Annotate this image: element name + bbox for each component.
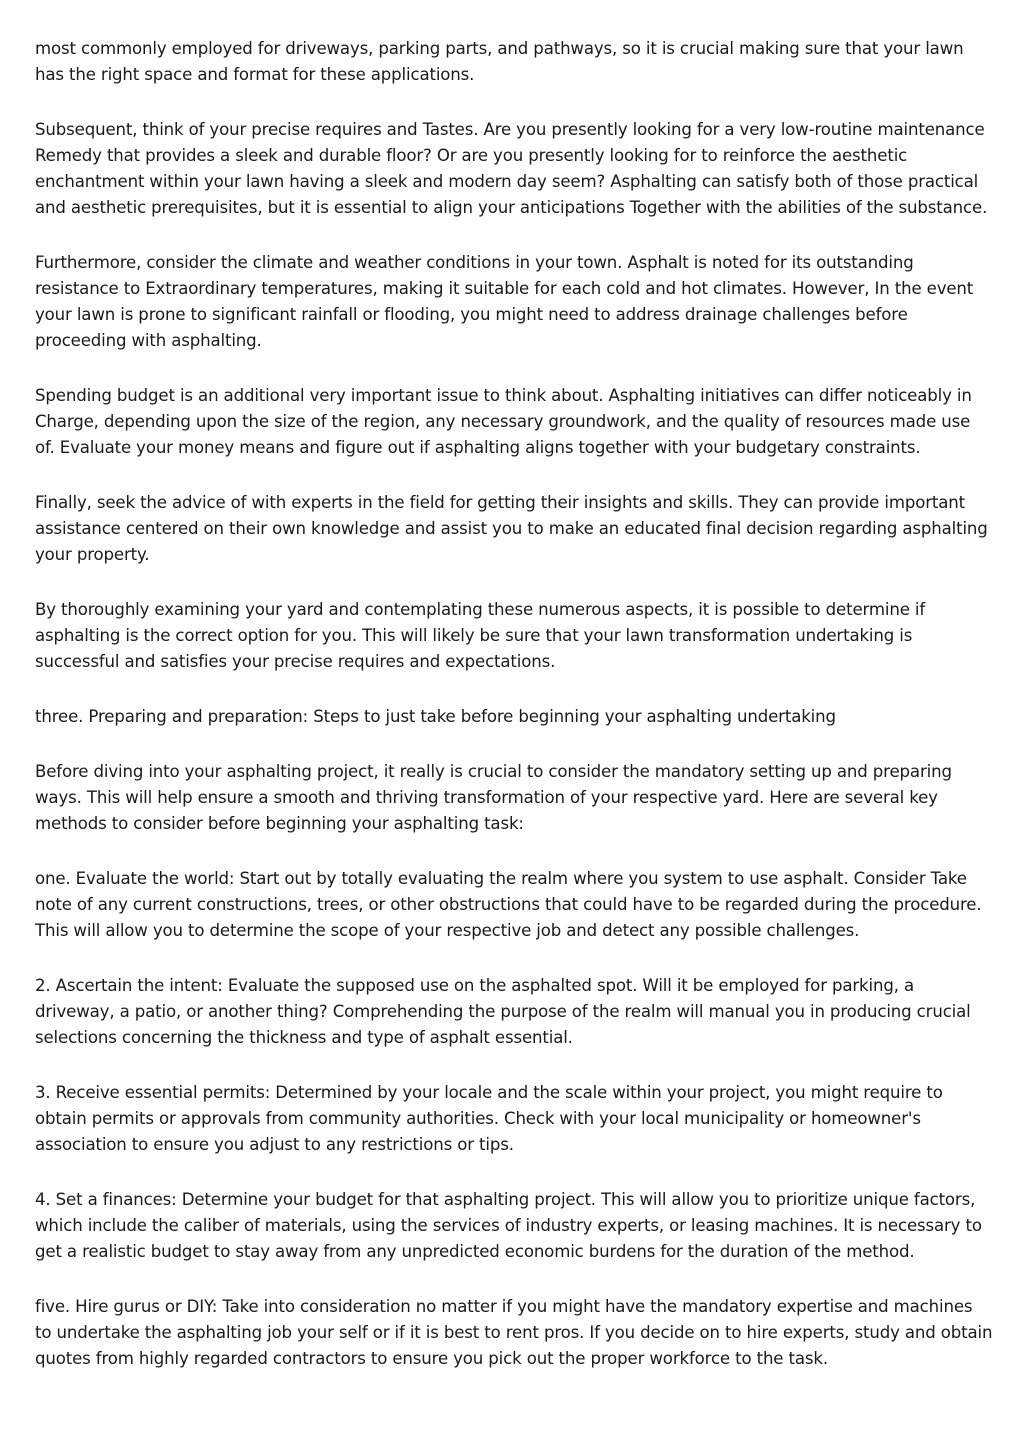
paragraph: Before diving into your asphalting project, it really is crucial to consider the mandatory setting up and preparing ways. This will help ensure a smooth and thriving transformation of your respective yard. Here are several key methods to consider before beginning your asphalting task: bbox=[35, 762, 952, 833]
section-heading: three. Preparing and preparation: Steps to just take before beginning your asphalting undertaking bbox=[35, 707, 836, 726]
paragraph: most commonly employed for driveways, parking parts, and pathways, so it is crucial making sure that your lawn has the right space and format for these applications. bbox=[35, 39, 964, 84]
document-body bbox=[35, 36, 993, 1401]
paragraph: Finally, seek the advice of with experts in the field for getting their insights and skills. They can provide important assistance centered on their own knowledge and assist you to make an educated final decision regarding asphalting your property. bbox=[35, 493, 988, 564]
paragraph: By thoroughly examining your yard and contemplating these numerous aspects, it is possible to determine if asphalting is the correct option for you. This will likely be sure that your lawn transformation undertaking is successful and satisfies your precise requires and expectations. bbox=[35, 600, 926, 671]
list-item: 4. Set a finances: Determine your budget for that asphalting project. This will allow you to prioritize unique factors, which include the caliber of materials, using the services of industry experts, or leasing machines. It is necessary to get a realistic budget to stay away from any unpredicted economic burdens for the duration of the method. bbox=[35, 1190, 982, 1261]
paragraph: Subsequent, think of your precise requires and Tastes. Are you presently looking for a very low-routine maintenance Remedy that provides a sleek and durable floor? Or are you presently looking for to reinforce the aesthetic enchantment within your lawn having a sleek and modern day seem? Asphalting can satisfy both of those practical and aesthetic prerequisites, but it is essential to align your anticipations Together with the abilities of the substance. bbox=[35, 120, 988, 217]
list-item: five. Hire gurus or DIY: Take into consideration no matter if you might have the mandatory expertise and machines to undertake the asphalting job your self or if it is best to rent pros. If you decide on to hire experts, study and obtain quotes from highly regarded contractors to ensure you pick out the proper workforce to the task. bbox=[35, 1297, 993, 1368]
paragraph: Spending budget is an additional very important issue to think about. Asphalting initiatives can differ noticeably in Charge, depending upon the size of the region, any necessary groundwork, and the quality of resources made use of. Evaluate your money means and figure out if asphalting aligns together with your budgetary constraints. bbox=[35, 386, 972, 457]
list-item: 3. Receive essential permits: Determined by your locale and the scale within your project, you might require to obtain permits or approvals from community authorities. Check with your local municipality or homeowner's association to ensure you adjust to any restrictions or tips. bbox=[35, 1083, 943, 1154]
list-item: 2. Ascertain the intent: Evaluate the supposed use on the asphalted spot. Will it be employed for parking, a driveway, a patio, or another thing? Comprehending the purpose of the realm will manual you in producing crucial selections concerning the thickness and type of asphalt essential. bbox=[35, 976, 971, 1047]
paragraph: Furthermore, consider the climate and weather conditions in your town. Asphalt is noted for its outstanding resistance to Extraordinary temperatures, making it suitable for each cold and hot climates. However, In the event your lawn is prone to significant rainfall or flooding, you might need to address drainage challenges before proceeding with asphalting. bbox=[35, 253, 974, 350]
list-item: one. Evaluate the world: Start out by totally evaluating the realm where you system to use asphalt. Consider Take note of any current constructions, trees, or other obstructions that could have to be regarded during the procedure. This will allow you to determine the scope of your respective job and detect any possible challenges. bbox=[35, 869, 982, 940]
